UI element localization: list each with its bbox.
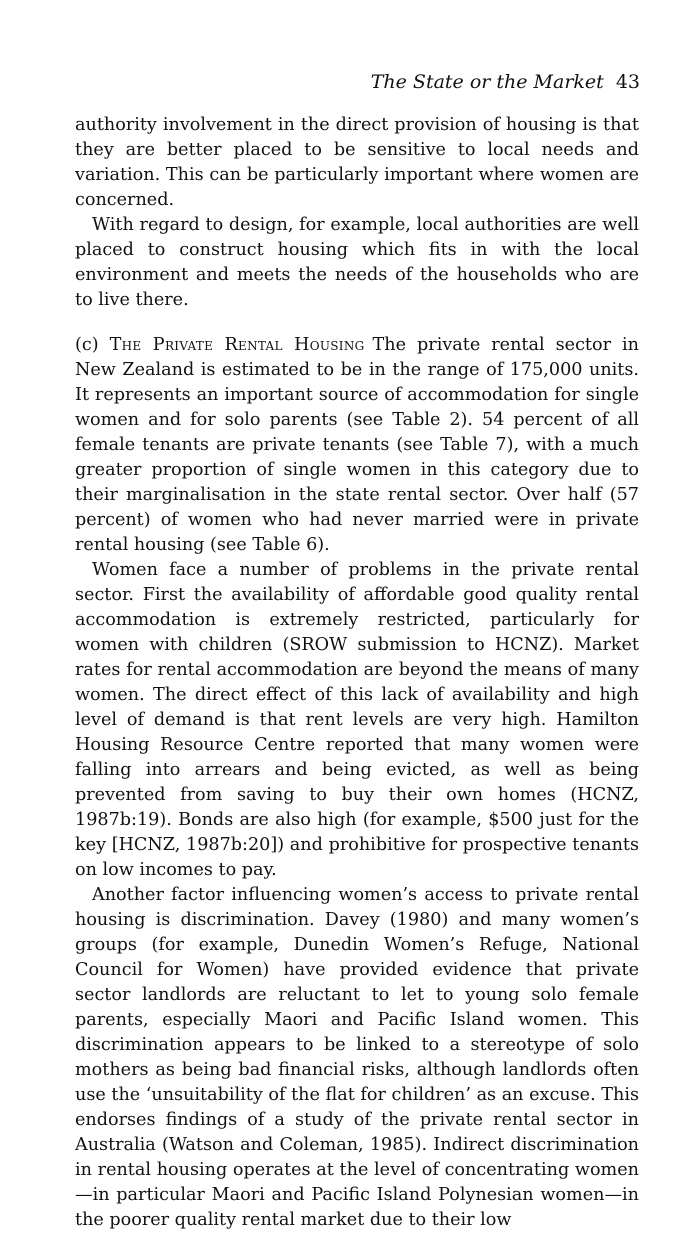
paragraph-problems: Women face a number of problems in the private rental sector. First the availability of affordable good quality rental accommodation is extremely restricted, particularly for women with children (SROW submission to HCNZ). Market rates for rental accommodation are beyond the means of many women. The direct effect of this lack of availability and high level of demand is that rent levels are very high. Hamilton Housing Resource Centre reported that many women were falling into arrears and being evicted, as well as being prevented from saving to buy their own homes (HCNZ, 1987b:19). Bonds are also high (for example, $500 just for the key [HCNZ, 1987b:20]) and prohibitive for prospective tenants on low incomes to pay. — [75, 560, 639, 880]
running-head — [371, 70, 640, 94]
paragraph-discrimination: Another factor influencing women’s access to private rental housing is discrimination. Davey (1980) and many women’s groups (for example, Dunedin Women’s Refuge, National Council for Women) have provided evidence that private sector landlords are reluctant to let to young solo female parents, especially Maori and Pacific Island women. This discrimination appears to be linked to a stereotype of solo mothers as being bad financial risks, although landlords often use the ‘unsuitability of the flat for children’ as an excuse. This endorses findings of a study of the private rental sector in Australia (Watson and Coleman, 1985). Indirect discrimination in rental housing operates at the level of concentrating women—in particular Maori and Pacific Island Polynesian women—in the poorer quality rental market due to their low — [75, 885, 639, 1230]
paragraph-design: With regard to design, for example, local authorities are well placed to construct housing which fits in with the local environment and meets the needs of the households who are to live there. — [75, 215, 639, 310]
section-heading: The Private Rental Housing — [109, 335, 365, 355]
paragraph-continued: authority involvement in the direct provision of housing is that they are better placed to be sensitive to local needs and variation. This can be particularly important where women are concerned. — [75, 115, 639, 210]
body-text — [75, 113, 639, 1233]
page-number: 43 — [615, 71, 640, 93]
paragraph-private-rental — [75, 333, 639, 558]
running-head-title: The State or the Market — [370, 71, 604, 93]
section-label: (c) — [75, 335, 99, 355]
section-body: The private rental sector in New Zealand is estimated to be in the range of 175,000 units. It represents an important source of accommodation for single women and for solo parents (see Table 2). 54 percent of all female tenants are private tenants (see Table 7), with a much greater proportion of single women in this category due to their marginalisation in the state rental sector. Over half (57 percent) of women who had never married were in private rental housing (see Table 6). — [75, 335, 639, 555]
